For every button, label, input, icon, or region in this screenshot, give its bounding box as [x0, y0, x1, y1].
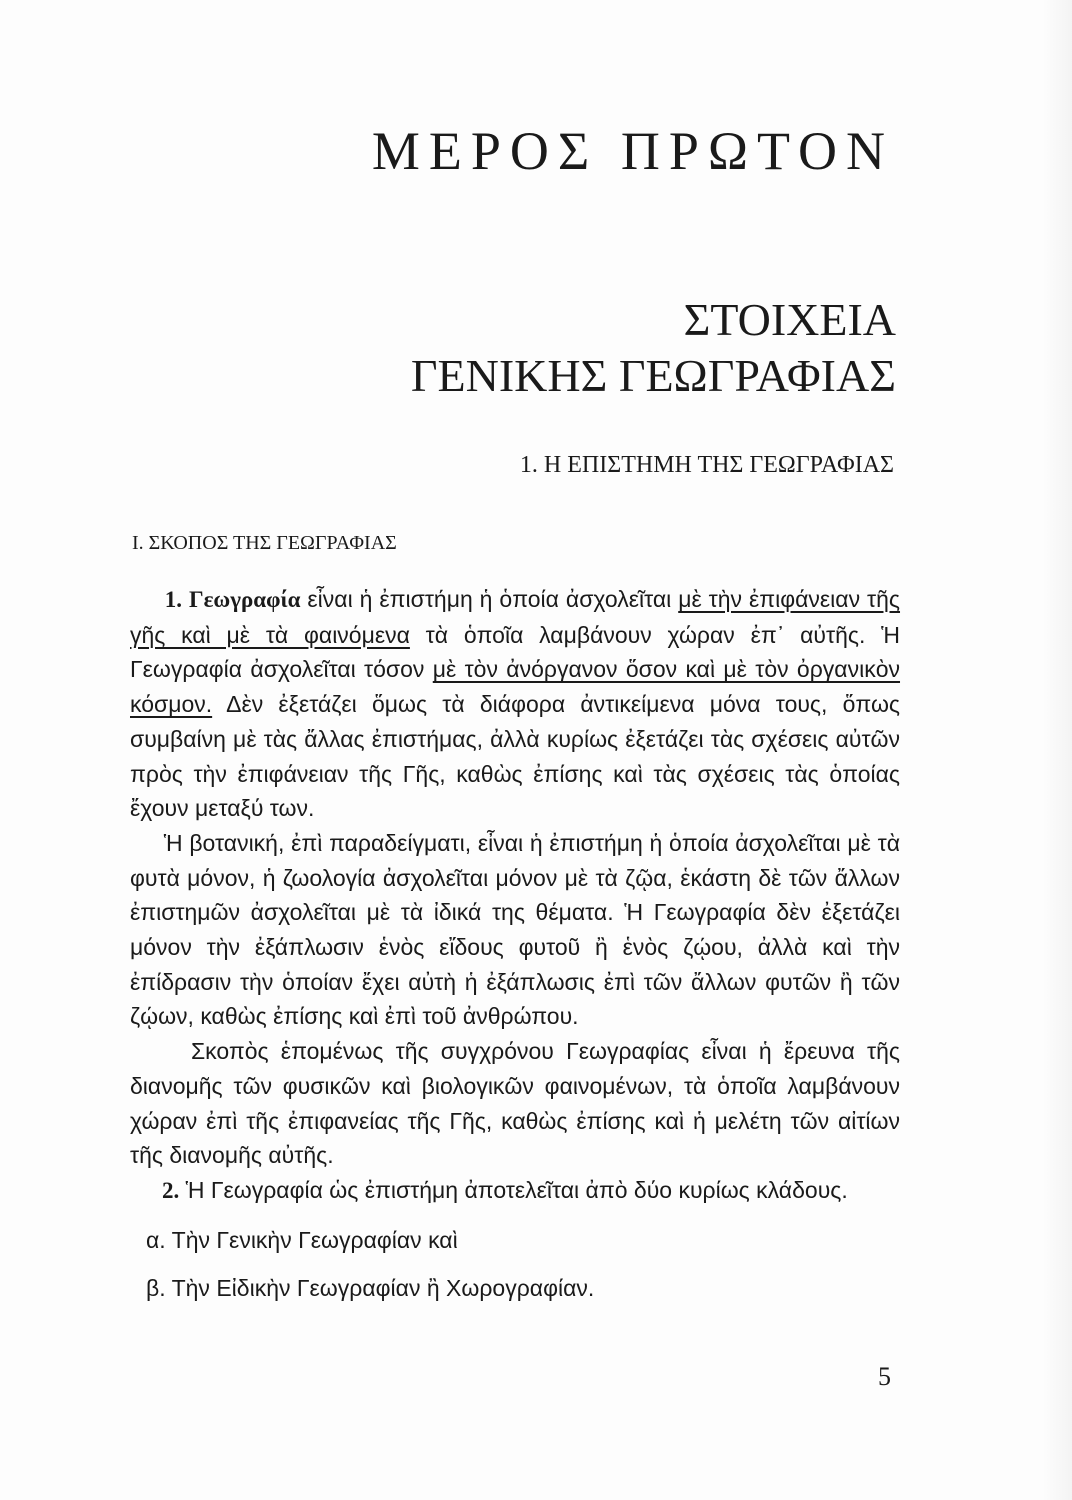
underlined-phrase: μὲ τὴν ἐπιφάνειαν τῆς γῆς καὶ μὲ τὰ φαινόμενα — [130, 586, 901, 648]
section-title-line2: ΓΕΝΙΚΗΣ ΓΕΩΓΡΑΦΙΑΣ — [410, 350, 896, 401]
paragraph-text: τὰ ὁποῖα λαμβάνουν χώραν ἐπ᾽ αὐτῆς. Ἡ Γεωγραφία ἀσχολεῖται τόσον — [130, 621, 900, 683]
chapter-title: 1. Η ΕΠΙΣΤΗΜΗ ΤΗΣ ΓΕΩΓΡΑΦΙΑΣ — [519, 452, 894, 478]
subheading: Ι. ΣΚΟΠΟΣ ΤΗΣ ΓΕΩΓΡΑΦΙΑΣ — [132, 532, 397, 554]
paragraph-text: Σκοπὸς ἑπομένως τῆς συγχρόνου Γεωγραφίας εἶναι ἡ ἔρευνα τῆς διανομῆς τῶν φυσικῶν καὶ βιολογικῶν φαινομένων, τὰ ὁποῖα λαμβάνουν χώραν ἐπὶ τῆς ἐπιφανείας τῆς Γῆς, καθὼς ἐπίσης καὶ ἡ μελέτη τῶν αἰτίων τῆς διανομῆς αὐτῆς. — [130, 1038, 901, 1169]
paragraph-text: Ἡ βοτανική, ἐπὶ παραδείγματι, εἶναι ἡ ἐπιστήμη ἡ ὁποία ἀσχολεῖται μὲ τὰ φυτὰ μόνον, ἡ ζωολογία ἀσχολεῖται μόνον μὲ τὰ ζῷα, ἑκάστη δὲ τῶν ἄλλων ἐπιστημῶν ἀσχολεῖται μὲ τὰ ἰδικά της θέματα. Ἡ Γεωγραφία δὲν ἐξετάζει μόνον τὴν ἐξάπλωσιν ἑνὸς εἴδους φυτοῦ ἢ ἑνὸς ζῴου, ἀλλὰ καὶ τὴν ἐπίδρασιν τὴν ὁποίαν ἔχει αὐτὴ ἡ ἐξάπλωσις ἐπὶ τῶν ἄλλων φυτῶν ἢ τῶν ζῴων, καθὼς ἐπίσης καὶ ἐπὶ τοῦ ἀνθρώπου. — [130, 829, 900, 1030]
list-item-beta: β. Τὴν Εἰδικὴν Γεωγραφίαν ἢ Χωρογραφίαν. — [146, 1275, 595, 1302]
underlined-phrase: μὲ τὸν ἀνόργανον ὅσον καὶ μὲ τὸν ὀργανικὸν κόσμον. — [130, 656, 901, 718]
paragraph-4 — [130, 1173, 900, 1209]
paragraph-1 — [130, 582, 900, 826]
section-title — [411, 292, 896, 404]
defined-term: Γεωγραφία — [188, 587, 301, 612]
paragraph-number: 1. — [164, 587, 183, 612]
list-item-alpha: α. Τὴν Γενικὴν Γεωγραφίαν καὶ — [146, 1226, 458, 1253]
paragraph-number: 2. — [161, 1177, 180, 1203]
paragraph-text: Ἡ Γεωγραφία ὡς ἐπιστήμη ἀποτελεῖται ἀπὸ δύο κυρίως κλάδους. — [179, 1176, 848, 1203]
paragraph-text: εἶναι ἡ ἐπιστήμη ἡ ὁποία ἀσχολεῖται — [300, 586, 679, 612]
scan-edge-shadow — [1042, 0, 1072, 1500]
page-number: 5 — [878, 1362, 891, 1391]
paragraph-3 — [130, 1034, 900, 1173]
part-title: ΜΕΡΟΣ ΠΡΩΤΟΝ — [371, 121, 894, 181]
body-text — [130, 582, 900, 1306]
paragraph-2 — [130, 826, 900, 1034]
paragraph-text: Δὲν ἐξετάζει ὅμως τὰ διάφορα ἀντικείμενα μόνα τους, ὅπως συμβαίνη μὲ τὰς ἄλλας ἐπιστήμας, ἀλλὰ κυρίως ἐξετάζει τὰς σχέσεις αὐτῶν πρὸς τὴν ἐπιφάνειαν τῆς Γῆς, καθὼς ἐπίσης καὶ τὰς σχέσεις τὰς ὁποίας ἔχουν μεταξύ των. — [130, 691, 900, 822]
section-title-line1: ΣΤΟΙΧΕΙΑ — [683, 294, 896, 345]
